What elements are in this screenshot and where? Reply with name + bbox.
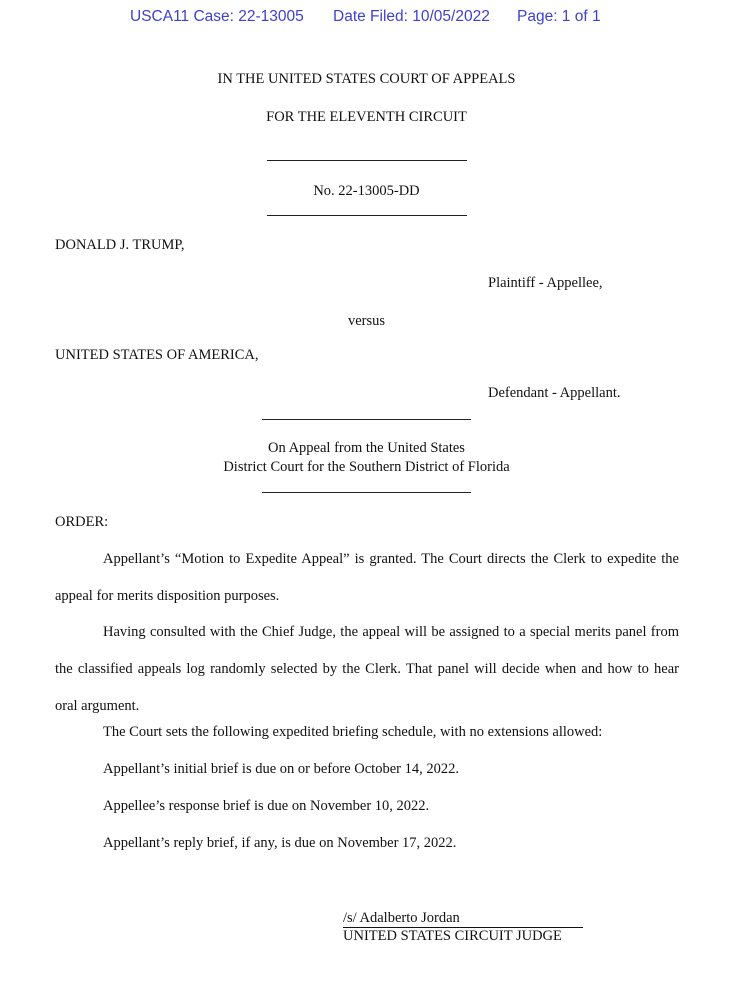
signature-name: /s/ Adalberto Jordan <box>343 910 583 928</box>
filing-header <box>0 8 733 30</box>
header-page: Page: 1 of 1 <box>517 8 601 25</box>
appeal-line1: On Appeal from the United States <box>268 440 465 456</box>
header-date-filed: Date Filed: 10/05/2022 <box>333 8 490 25</box>
order-paragraph-3: The Court sets the following expedited briefing schedule, with no extensions allowed: <box>103 724 603 740</box>
order-paragraph-1: Appellant’s “Motion to Expedite Appeal” is granted. The Court directs the Clerk to expedite the appeal for merits disposition purposes. <box>55 551 679 604</box>
plaintiff-role: Plaintiff - Appellee, <box>488 275 603 291</box>
case-number: No. 22-13005-DD <box>313 183 420 199</box>
signature-title: UNITED STATES CIRCUIT JUDGE <box>343 928 562 944</box>
order-label: ORDER: <box>55 514 109 530</box>
versus: versus <box>347 313 386 329</box>
defendant-role: Defendant - Appellant. <box>488 385 621 401</box>
signature-block <box>343 910 583 928</box>
schedule-item-response-brief: Appellee’s response brief is due on November 10, 2022. <box>103 798 430 814</box>
divider-appeal <box>262 492 471 493</box>
appeal-line2: District Court for the Southern District of Florida <box>223 459 510 475</box>
schedule-item-reply-brief: Appellant’s reply brief, if any, is due on November 17, 2022. <box>103 835 457 851</box>
header-case-number: USCA11 Case: 22-13005 <box>130 8 304 25</box>
divider-case <box>267 215 467 216</box>
divider-parties <box>262 419 471 420</box>
order-paragraph-2: Having consulted with the Chief Judge, the appeal will be assigned to a special merits panel from the classified appeals log randomly selected by the Clerk. That panel will decide when and how to hear oral argument. <box>55 624 679 714</box>
court-name-line2: FOR THE ELEVENTH CIRCUIT <box>266 109 467 125</box>
defendant-name: UNITED STATES OF AMERICA, <box>55 347 259 363</box>
schedule-item-initial-brief: Appellant’s initial brief is due on or before October 14, 2022. <box>103 761 459 777</box>
divider-top <box>267 160 467 161</box>
plaintiff-name: DONALD J. TRUMP, <box>55 237 185 253</box>
court-name-line1: IN THE UNITED STATES COURT OF APPEALS <box>217 71 516 87</box>
